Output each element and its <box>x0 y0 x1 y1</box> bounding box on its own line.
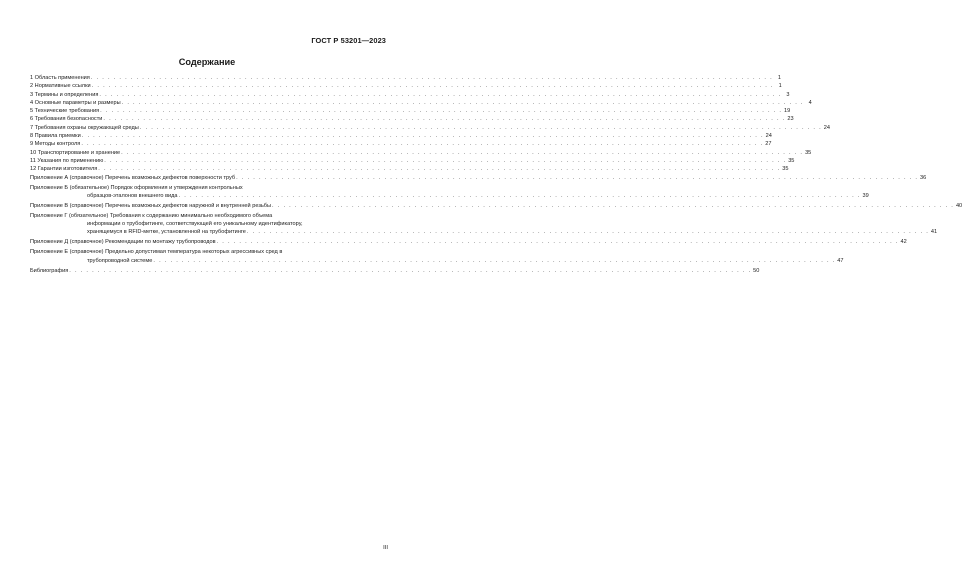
toc-entry <box>30 212 938 237</box>
toc-entry <box>30 184 869 201</box>
toc-page-number: 35 <box>788 157 795 164</box>
toc-leader-dots: . . . . . . . . . . . . . . . . . . . . . . . . . . . . . . . . . . . . . . . . . . . . . . . . . . . . . . . . . . . . . . . . . . . . . . . . . . . . . . . . . . . . . . . . . . . . . . . . . . . . . . . . . . . . . . . . . . . . . . . . <box>246 229 930 236</box>
toc-entry <box>30 82 782 90</box>
toc-leader-dots: . . . . . . . . . . . . . . . . . . . . . . . . . . . . . . . . . . . . . . . . . . . . . . . . . . . . . . . . . . . . . . . . . . . . . . . . . . . . . . . . . . . . . . . . . . . . . . . . . . . . . . . . . . . . . . . . . . . . . . . . <box>153 257 836 264</box>
toc-page-number: 47 <box>837 257 844 264</box>
toc-entry <box>30 132 772 140</box>
toc-leader-dots: . . . . . . . . . . . . . . . . . . . . . . . . . . . . . . . . . . . . . . . . . . . . . . . . . . . . . . . . . . . . . . . . . . . . . . . . . . . . . . . . . . . . . . . . . . . . . . . . . . . . . . . . . . . . . . . . . . . . . . . . <box>104 157 787 164</box>
toc-leader-dots: . . . . . . . . . . . . . . . . . . . . . . . . . . . . . . . . . . . . . . . . . . . . . . . . . . . . . . . . . . . . . . . . . . . . . . . . . . . . . . . . . . . . . . . . . . . . . . . . . . . . . . . . . . . . . . . . . . . . . . . . <box>98 166 781 173</box>
toc-leader-dots: . . . . . . . . . . . . . . . . . . . . . . . . . . . . . . . . . . . . . . . . . . . . . . . . . . . . . . . . . . . . . . . . . . . . . . . . . . . . . . . . . . . . . . . . . . . . . . . . . . . . . . . . . . . . . . . . . . . . . . . . <box>103 116 786 123</box>
toc-entry-title: 3 Термины и определения <box>30 91 99 98</box>
toc-page-number: 35 <box>805 149 812 156</box>
toc-leader-dots: . . . . . . . . . . . . . . . . . . . . . . . . . . . . . . . . . . . . . . . . . . . . . . . . . . . . . . . . . . . . . . . . . . . . . . . . . . . . . . . . . . . . . . . . . . . . . . . . . . . . . . . . . . . . . . . . . . . . . . . . <box>81 141 764 148</box>
toc-entry <box>30 115 794 123</box>
toc-entry-title: 2 Нормативные ссылки <box>30 83 91 90</box>
toc-page-number: 50 <box>753 267 760 274</box>
toc-entry-title: 11 Указания по применению <box>30 157 104 164</box>
toc-entry-title: 5 Технические требования <box>30 108 100 115</box>
toc-entry-title: 8 Правила приемки <box>30 133 81 140</box>
toc-entry <box>30 202 962 210</box>
toc-leader-dots: . . . . . . . . . . . . . . . . . . . . . . . . . . . . . . . . . . . . . . . . . . . . . . . . . . . . . . . . . . . . . . . . . . . . . . . . . . . . . . . . . . . . . . . . . . . . . . . . . . . . . . . . . . . . . . . . . . . . . . . . <box>272 202 955 209</box>
toc-entry <box>30 99 812 107</box>
toc-page-number: 1 <box>777 75 781 81</box>
toc-entry-title-continuation: информации о трубофитинге, соответствующей его уникальному идентификатору, <box>87 221 303 228</box>
toc-entry <box>30 238 907 246</box>
toc-leader-dots: . . . . . . . . . . . . . . . . . . . . . . . . . . . . . . . . . . . . . . . . . . . . . . . . . . . . . . . . . . . . . . . . . . . . . . . . . . . . . . . . . . . . . . . . . . . . . . . . . . . . . . . . . . . . . . . . . . . . . . . . <box>81 133 764 140</box>
toc-page-number: 1 <box>778 83 782 90</box>
toc-entry-title: 7 Требования охраны окружающей среды <box>30 124 139 131</box>
toc-page-number: 42 <box>900 239 907 246</box>
toc-entry-title-continuation: хранящемуся в RFID-метке, установленной на трубофитинге <box>87 229 246 236</box>
toc-entry-title: 1 Область применения <box>30 75 90 81</box>
toc-entry-title: Приложение Б (обязательное) Порядок оформления и утверждения контрольных <box>30 184 243 191</box>
toc-entry <box>30 107 791 115</box>
toc-entry-title: 10 Транспортирование и хранение <box>30 149 121 156</box>
toc-page-number: 24 <box>765 133 772 140</box>
toc-leader-dots: . . . . . . . . . . . . . . . . . . . . . . . . . . . . . . . . . . . . . . . . . . . . . . . . . . . . . . . . . . . . . . . . . . . . . . . . . . . . . . . . . . . . . . . . . . . . . . . . . . . . . . . . . . . . . . . . . . . . . . . . <box>236 174 919 181</box>
toc-page-number: 27 <box>765 141 772 148</box>
toc-page-number: 36 <box>920 174 927 181</box>
toc-entry <box>30 267 760 275</box>
toc-entry <box>30 74 781 82</box>
toc-entry <box>30 149 812 157</box>
toc-page-number: 19 <box>784 108 791 115</box>
toc-leader-dots: . . . . . . . . . . . . . . . . . . . . . . . . . . . . . . . . . . . . . . . . . . . . . . . . . . . . . . . . . . . . . . . . . . . . . . . . . . . . . . . . . . . . . . . . . . . . . . . . . . . . . . . . . . . . . . . . . . . . . . . . <box>139 124 822 131</box>
toc-entry-title: Библиография <box>30 267 69 274</box>
page-number: III <box>383 545 388 551</box>
toc-leader-dots: . . . . . . . . . . . . . . . . . . . . . . . . . . . . . . . . . . . . . . . . . . . . . . . . . . . . . . . . . . . . . . . . . . . . . . . . . . . . . . . . . . . . . . . . . . . . . . . . . . . . . . . . . . . . . . . . . . . . . . . . <box>100 108 783 115</box>
toc-entry-title: 4 Основные параметры и размеры <box>30 99 121 106</box>
toc-entry-title: 6 Требования безопасности <box>30 116 103 123</box>
toc-page-number: 35 <box>782 166 789 173</box>
toc-entry-title: Приложение Г (обязательное) Требования к содержанию минимально необходимого объема <box>30 212 273 219</box>
toc-leader-dots: . . . . . . . . . . . . . . . . . . . . . . . . . . . . . . . . . . . . . . . . . . . . . . . . . . . . . . . . . . . . . . . . . . . . . . . . . . . . . . . . . . . . . . . . . . . . . . . . . . . . . . . . . . . . . . . . . . . . . . . . <box>121 149 804 156</box>
toc-entry <box>30 140 772 148</box>
toc-page-number: 24 <box>823 124 830 131</box>
toc-title: Содержание <box>178 57 236 67</box>
toc-entry-title: 9 Методы контроля <box>30 141 81 148</box>
toc-entry-title: 12 Гарантии изготовителя <box>30 166 98 173</box>
toc-entry-title: Приложение Е (справочное) Предельно допустимая температура некоторых агрессивных сред в <box>30 249 283 256</box>
toc-entry <box>30 91 790 99</box>
toc-page-number: 40 <box>955 202 962 209</box>
toc-entry-title: Приложение В (справочное) Перечень возможных дефектов наружной и внутренней резьбы <box>30 202 272 209</box>
toc-entry <box>30 157 795 165</box>
toc-page-number: 3 <box>786 91 790 98</box>
standard-designation: ГОСТ Р 53201—2023 <box>311 36 386 45</box>
toc-leader-dots: . . . . . . . . . . . . . . . . . . . . . . . . . . . . . . . . . . . . . . . . . . . . . . . . . . . . . . . . . . . . . . . . . . . . . . . . . . . . . . . . . . . . . . . . . . . . . . . . . . . . . . . . . . . . . . . . . . . . . . . . <box>90 75 773 81</box>
toc-entry-title: Приложение Д (справочное) Рекомендации по монтажу трубопроводов <box>30 239 216 246</box>
toc-entry-title-continuation: образцов-эталонов внешнего вида <box>87 192 178 199</box>
toc-leader-dots: . . . . . . . . . . . . . . . . . . . . . . . . . . . . . . . . . . . . . . . . . . . . . . . . . . . . . . . . . . . . . . . . . . . . . . . . . . . . . . . . . . . . . . . . . . . . . . . . . . . . . . . . . . . . . . . . . . . . . . . . <box>121 99 804 106</box>
toc-leader-dots: . . . . . . . . . . . . . . . . . . . . . . . . . . . . . . . . . . . . . . . . . . . . . . . . . . . . . . . . . . . . . . . . . . . . . . . . . . . . . . . . . . . . . . . . . . . . . . . . . . . . . . . . . . . . . . . . . . . . . . . . <box>99 91 782 98</box>
toc-entry <box>30 248 844 265</box>
toc-leader-dots: . . . . . . . . . . . . . . . . . . . . . . . . . . . . . . . . . . . . . . . . . . . . . . . . . . . . . . . . . . . . . . . . . . . . . . . . . . . . . . . . . . . . . . . . . . . . . . . . . . . . . . . . . . . . . . . . . . . . . . . . <box>91 83 774 90</box>
toc-page-number: 4 <box>808 99 812 106</box>
toc-entry <box>30 174 927 182</box>
toc-leader-dots: . . . . . . . . . . . . . . . . . . . . . . . . . . . . . . . . . . . . . . . . . . . . . . . . . . . . . . . . . . . . . . . . . . . . . . . . . . . . . . . . . . . . . . . . . . . . . . . . . . . . . . . . . . . . . . . . . . . . . . . . <box>69 267 752 274</box>
toc-leader-dots: . . . . . . . . . . . . . . . . . . . . . . . . . . . . . . . . . . . . . . . . . . . . . . . . . . . . . . . . . . . . . . . . . . . . . . . . . . . . . . . . . . . . . . . . . . . . . . . . . . . . . . . . . . . . . . . . . . . . . . . . <box>216 239 899 246</box>
toc-entry-title-continuation: трубопроводной системе <box>87 257 153 264</box>
toc-entry <box>30 124 830 132</box>
toc-page-number: 23 <box>787 116 794 123</box>
toc-leader-dots: . . . . . . . . . . . . . . . . . . . . . . . . . . . . . . . . . . . . . . . . . . . . . . . . . . . . . . . . . . . . . . . . . . . . . . . . . . . . . . . . . . . . . . . . . . . . . . . . . . . . . . . . . . . . . . . . . . . . . . . . <box>178 192 861 199</box>
toc-page-number: 39 <box>862 192 869 199</box>
toc-page-number: 41 <box>930 229 938 236</box>
table-of-contents <box>30 74 962 277</box>
toc-entry <box>30 165 789 173</box>
toc-entry-title: Приложение А (справочное) Перечень возможных дефектов поверхности труб <box>30 174 236 181</box>
